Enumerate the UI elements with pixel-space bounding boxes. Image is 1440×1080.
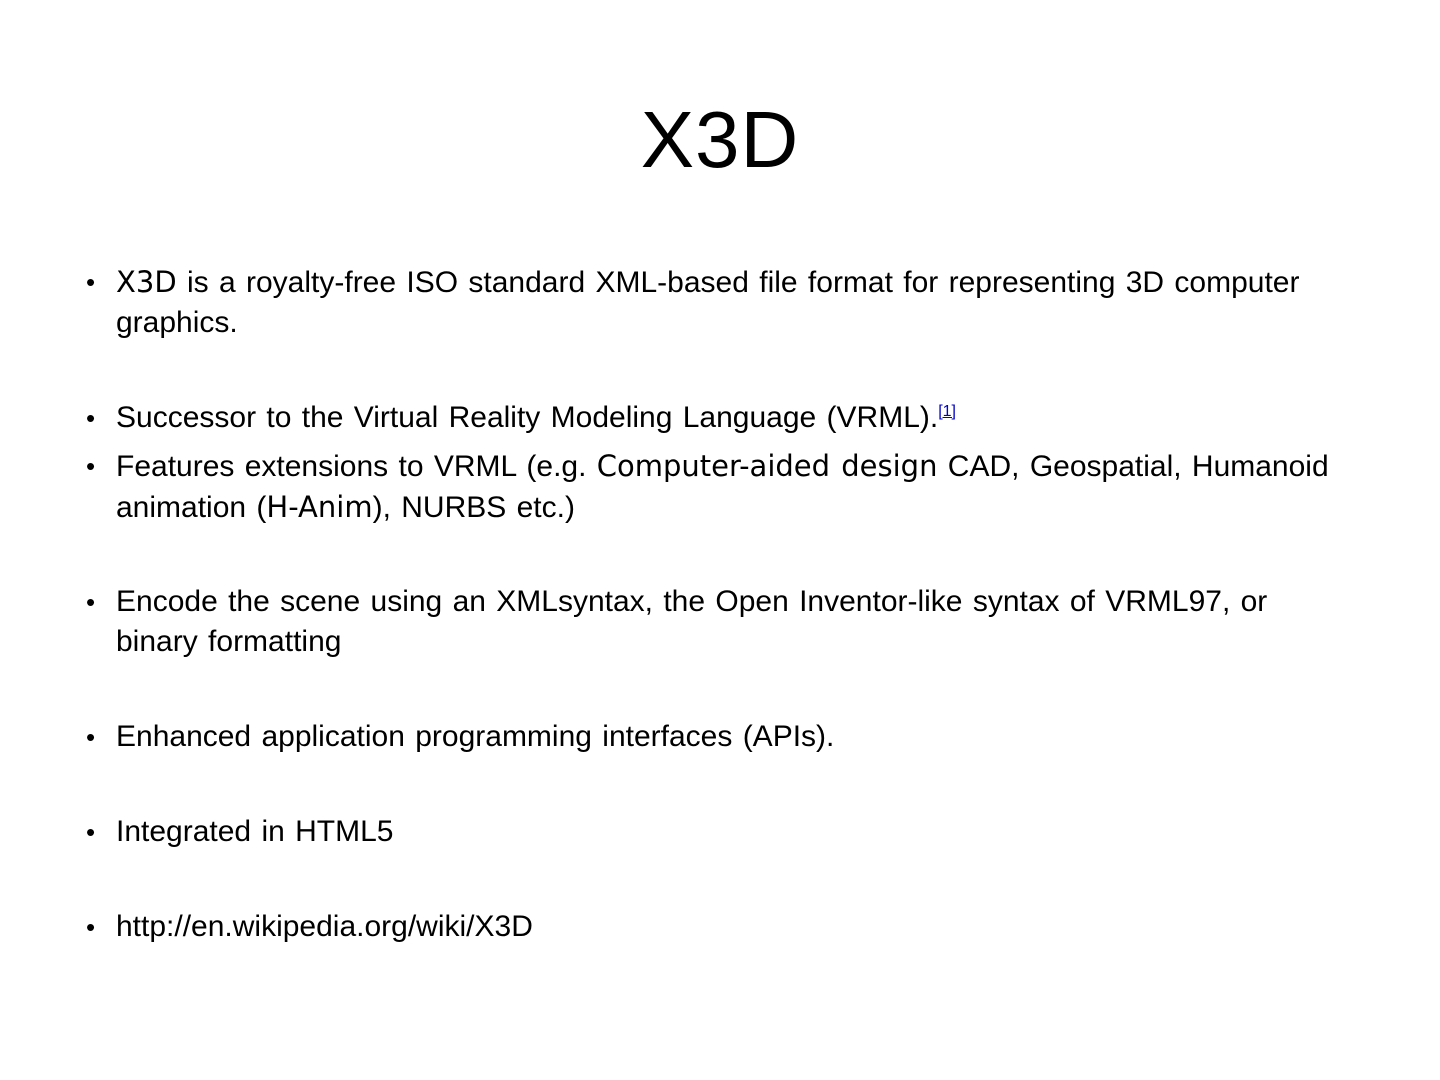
bullet-item-x3d-definition <box>86 262 1348 343</box>
term-x3d: X3D <box>116 265 177 299</box>
term-computer-aided-design: Computer-aided design <box>596 449 938 483</box>
bullet-body-middle: CAD, Geospatial, Humanoid animation ( <box>116 450 1329 524</box>
bullet-icon: • <box>86 451 96 481</box>
bullet-body: Successor to the Virtual Reality Modeling Language (VRML). <box>116 401 939 434</box>
bullet-item-successor <box>86 398 1348 438</box>
bullet-text: Encode the scene using an XMLsyntax, the Open Inventor-like syntax of VRML97, or binary formatting <box>116 585 1268 658</box>
bullet-icon: • <box>86 722 96 752</box>
bullet-item-url <box>86 907 1348 947</box>
bullet-text: Enhanced application programming interfaces (APIs). <box>116 720 835 753</box>
bullet-body-end: ), NURBS etc.) <box>372 491 575 524</box>
bullet-item-encode <box>86 582 1348 662</box>
bullet-icon: • <box>86 817 96 847</box>
bullet-item-features <box>86 446 1348 528</box>
bullet-text: Integrated in HTML5 <box>116 815 394 848</box>
bullet-item-apis <box>86 717 1348 757</box>
bullet-icon: • <box>86 267 96 297</box>
bullet-body-start: Features extensions to VRML (e.g. <box>116 450 597 483</box>
bullet-text <box>116 262 1348 343</box>
bullet-icon: • <box>86 587 96 617</box>
bullet-text <box>116 398 1348 438</box>
bullet-text <box>116 446 1348 528</box>
slide-title: X3D <box>640 95 800 184</box>
bullet-icon: • <box>86 403 96 433</box>
bullet-icon: • <box>86 912 96 942</box>
bullet-item-html5 <box>86 812 1348 852</box>
reference-link[interactable]: [1] <box>938 403 956 420</box>
source-url: http://en.wikipedia.org/wiki/X3D <box>116 910 533 943</box>
term-h-anim: H-Anim <box>266 490 373 524</box>
bullet-body: is a royalty-free ISO standard XML-based file format for representing 3D computer graphics. <box>116 266 1300 339</box>
